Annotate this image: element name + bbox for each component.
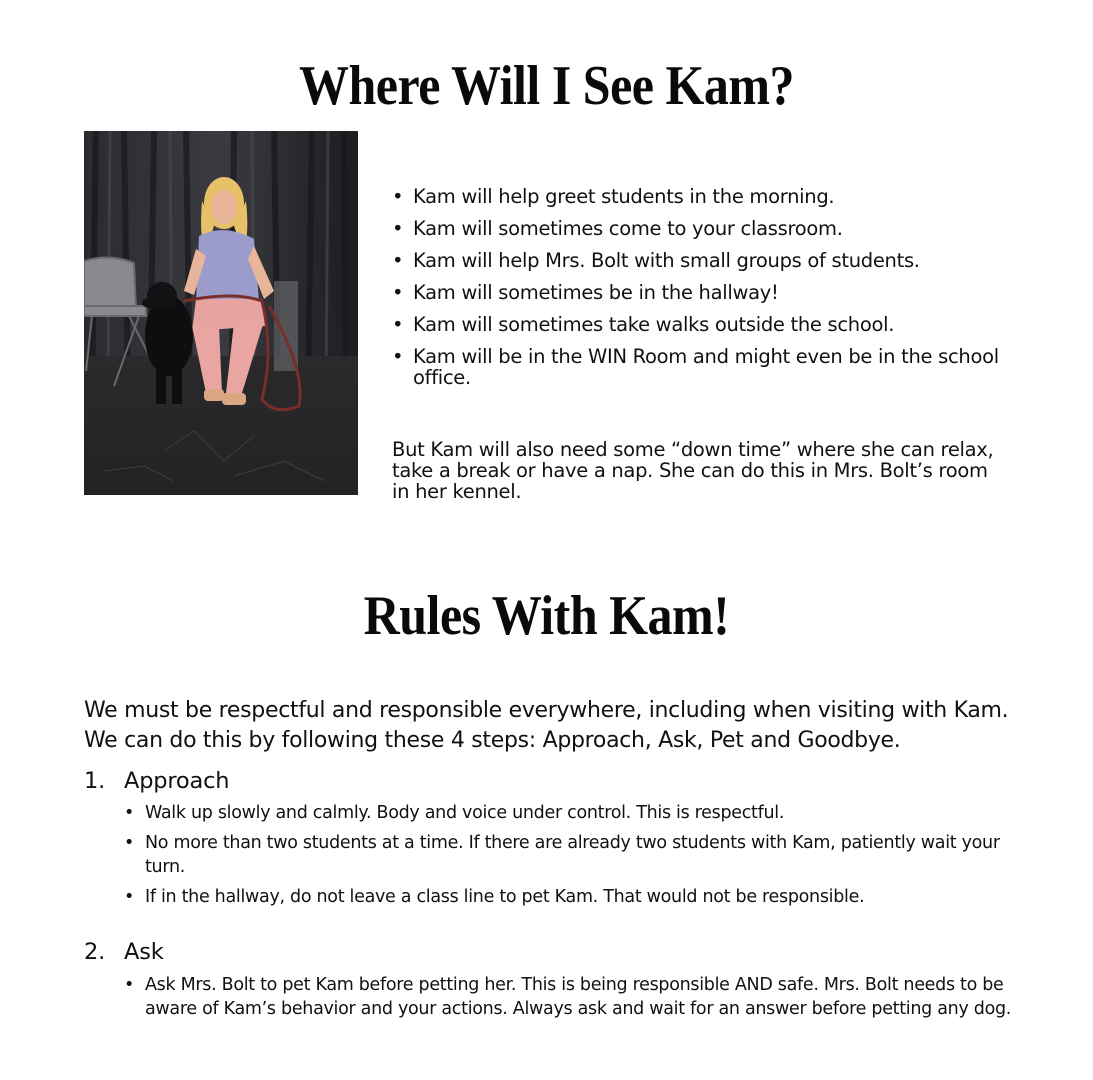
list-item: • No more than two students at a time. If there are already two students with Kam, patiently wait your turn. bbox=[124, 831, 1019, 879]
list-item: • Kam will be in the WIN Room and might even be in the school office. bbox=[392, 346, 1012, 388]
step-heading-approach bbox=[84, 767, 229, 795]
approach-item-list bbox=[124, 801, 1019, 915]
list-item: • Kam will sometimes be in the hallway! bbox=[392, 282, 1012, 303]
step-number: 1. bbox=[84, 768, 106, 794]
step-number: 2. bbox=[84, 939, 106, 965]
where-bullet-list bbox=[392, 186, 1012, 399]
list-item: • Ask Mrs. Bolt to pet Kam before petting her. This is being responsible AND safe. Mrs. Bolt needs to be aware of Kam’s behavior and your actions. Always ask and wait for an answer before petting any dog. bbox=[124, 973, 1019, 1021]
rules-intro-paragraph: We must be respectful and responsible everywhere, including when visiting with Kam. We can do this by following these 4 steps: Approach, Ask, Pet and Goodbye. bbox=[84, 698, 1009, 753]
down-time-paragraph: But Kam will also need some “down time” where she can relax, take a break or have a nap. She can do this in Mrs. Bolt’s room in her kennel. bbox=[392, 438, 994, 503]
step-heading-ask bbox=[84, 938, 164, 966]
step-title: Ask bbox=[124, 939, 164, 965]
list-item: • Kam will help Mrs. Bolt with small groups of students. bbox=[392, 250, 1012, 271]
list-item: • If in the hallway, do not leave a class line to pet Kam. That would not be responsible. bbox=[124, 885, 1019, 909]
ask-item-list bbox=[124, 973, 1019, 1027]
list-item: • Kam will help greet students in the morning. bbox=[392, 186, 1012, 207]
photo-illustration bbox=[84, 131, 358, 495]
section-title-where: Where Will I See Kam? bbox=[298, 53, 795, 117]
section-title-rules: Rules With Kam! bbox=[363, 583, 730, 647]
step-title: Approach bbox=[124, 768, 230, 794]
list-item: • Kam will sometimes take walks outside the school. bbox=[392, 314, 1012, 335]
photo-woman-with-dog bbox=[84, 131, 358, 495]
list-item: • Walk up slowly and calmly. Body and voice under control. This is respectful. bbox=[124, 801, 1019, 825]
list-item: • Kam will sometimes come to your classroom. bbox=[392, 218, 1012, 239]
